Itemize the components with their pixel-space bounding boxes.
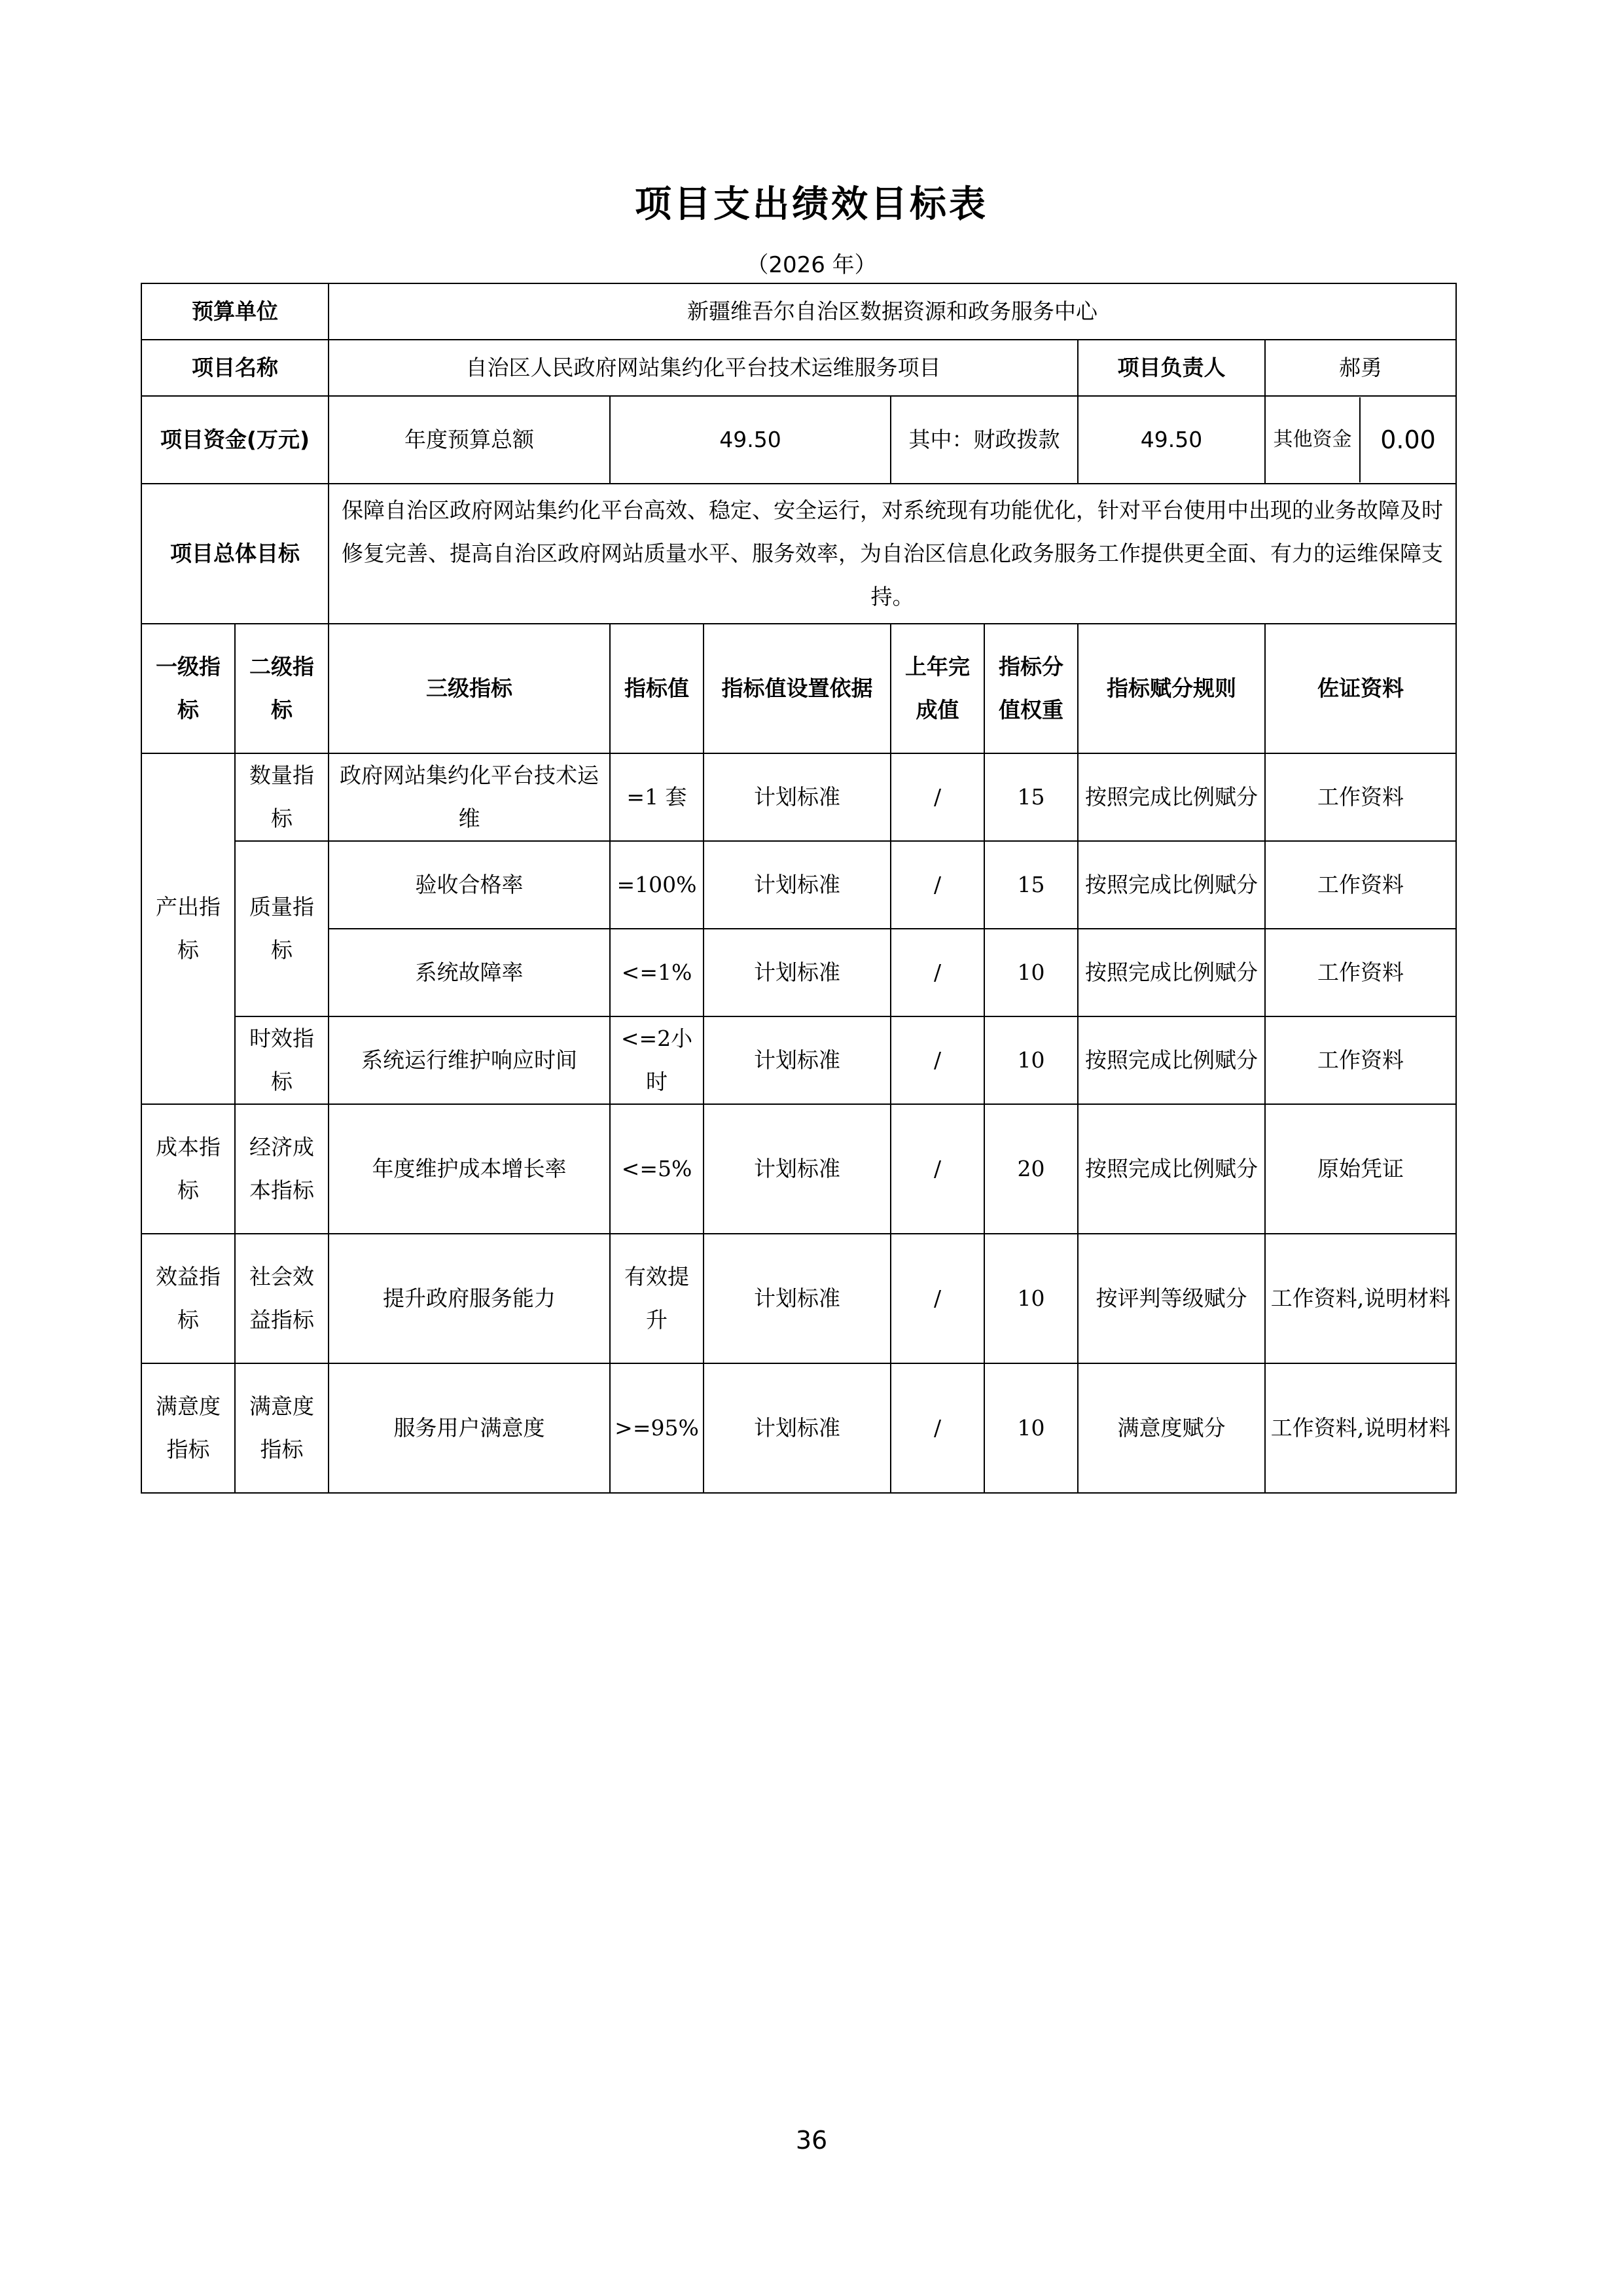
- budget-unit-value: 新疆维吾尔自治区数据资源和政务服务中心: [329, 283, 1456, 340]
- year-line: （2026 年）: [746, 252, 877, 278]
- annual-budget-label: 年度预算总额: [329, 396, 610, 484]
- table-row: [141, 929, 1456, 1016]
- previous-cell: /: [891, 929, 984, 1016]
- performance-target-table: [141, 283, 1457, 1494]
- weight-cell: 10: [984, 1234, 1078, 1363]
- level2-cell: 质量指标: [235, 841, 329, 1016]
- level1-cell: 效益指标: [141, 1234, 235, 1363]
- level1-cell: 产出指标: [141, 753, 235, 1104]
- overall-goal-row: [141, 484, 1456, 624]
- level3-cell: 系统故障率: [329, 929, 610, 1016]
- project-leader-value: 郝勇: [1265, 340, 1456, 396]
- rule-cell: 按照完成比例赋分: [1078, 929, 1265, 1016]
- level2-cell: 经济成本指标: [235, 1104, 329, 1234]
- other-funds-label: 其他资金: [1266, 397, 1361, 482]
- project-name-label: 项目名称: [141, 340, 329, 396]
- weight-cell: 10: [984, 1363, 1078, 1493]
- value-cell: =100%: [610, 841, 704, 929]
- overall-goal-text: 保障自治区政府网站集约化平台高效、稳定、安全运行，对系统现有功能优化，针对平台使用中出现的业务故障及时修复完善、提高自治区政府网站质量水平、服务效率，为自治区信息化政务服务工作提供更全面、有力的运维保障支持。: [329, 484, 1456, 624]
- level3-cell: 政府网站集约化平台技术运维: [329, 753, 610, 841]
- evidence-cell: 工作资料: [1265, 1016, 1456, 1104]
- project-leader-label: 项目负责人: [1078, 340, 1265, 396]
- col-evidence: 佐证资料: [1265, 624, 1456, 753]
- overall-goal-label: 项目总体目标: [141, 484, 329, 624]
- weight-cell: 15: [984, 841, 1078, 929]
- col-previous: 上年完成值: [891, 624, 984, 753]
- level3-cell: 提升政府服务能力: [329, 1234, 610, 1363]
- previous-cell: /: [891, 841, 984, 929]
- fiscal-allocation-label: 其中：财政拨款: [891, 396, 1078, 484]
- basis-cell: 计划标准: [704, 841, 891, 929]
- evidence-cell: 工作资料: [1265, 841, 1456, 929]
- page-number: 36: [795, 2126, 828, 2155]
- weight-cell: 10: [984, 929, 1078, 1016]
- level3-cell: 服务用户满意度: [329, 1363, 610, 1493]
- basis-cell: 计划标准: [704, 929, 891, 1016]
- fiscal-allocation-value: 49.50: [1078, 396, 1265, 484]
- evidence-cell: 工作资料,说明材料: [1265, 1363, 1456, 1493]
- project-name-row: [141, 340, 1456, 396]
- col-basis: 指标值设置依据: [704, 624, 891, 753]
- evidence-cell: 原始凭证: [1265, 1104, 1456, 1234]
- project-funds-label: 项目资金(万元): [141, 396, 329, 484]
- weight-cell: 10: [984, 1016, 1078, 1104]
- rule-cell: 按评判等级赋分: [1078, 1234, 1265, 1363]
- other-funds-cell: [1265, 396, 1456, 484]
- value-cell: <=2小时: [610, 1016, 704, 1104]
- basis-cell: 计划标准: [704, 1104, 891, 1234]
- rule-cell: 按照完成比例赋分: [1078, 841, 1265, 929]
- table-row: [141, 1363, 1456, 1493]
- budget-unit-label: 预算单位: [141, 283, 329, 340]
- col-value: 指标值: [610, 624, 704, 753]
- previous-cell: /: [891, 1363, 984, 1493]
- basis-cell: 计划标准: [704, 1363, 891, 1493]
- col-weight: 指标分值权重: [984, 624, 1078, 753]
- previous-cell: /: [891, 753, 984, 841]
- weight-cell: 20: [984, 1104, 1078, 1234]
- rule-cell: 按照完成比例赋分: [1078, 753, 1265, 841]
- level2-cell: 数量指标: [235, 753, 329, 841]
- level2-cell: 社会效益指标: [235, 1234, 329, 1363]
- basis-cell: 计划标准: [704, 1016, 891, 1104]
- col-level3: 三级指标: [329, 624, 610, 753]
- table-row: [141, 1104, 1456, 1234]
- level2-cell: 时效指标: [235, 1016, 329, 1104]
- table-row: [141, 841, 1456, 929]
- weight-cell: 15: [984, 753, 1078, 841]
- budget-unit-row: [141, 283, 1456, 340]
- value-cell: <=5%: [610, 1104, 704, 1234]
- other-funds-value: 0.00: [1380, 425, 1436, 454]
- project-name-value: 自治区人民政府网站集约化平台技术运维服务项目: [329, 340, 1078, 396]
- level3-cell: 年度维护成本增长率: [329, 1104, 610, 1234]
- level3-cell: 验收合格率: [329, 841, 610, 929]
- value-cell: 有效提升: [610, 1234, 704, 1363]
- value-cell: <=1%: [610, 929, 704, 1016]
- table-row: [141, 753, 1456, 841]
- annual-budget-value: 49.50: [610, 396, 891, 484]
- level2-cell: 满意度指标: [235, 1363, 329, 1493]
- value-cell: >=95%: [610, 1363, 704, 1493]
- previous-cell: /: [891, 1104, 984, 1234]
- column-header-row: [141, 624, 1456, 753]
- basis-cell: 计划标准: [704, 1234, 891, 1363]
- level1-cell: 满意度指标: [141, 1363, 235, 1493]
- document-title: 项目支出绩效目标表: [635, 183, 988, 226]
- previous-cell: /: [891, 1234, 984, 1363]
- evidence-cell: 工作资料: [1265, 753, 1456, 841]
- level3-cell: 系统运行维护响应时间: [329, 1016, 610, 1104]
- evidence-cell: 工作资料,说明材料: [1265, 1234, 1456, 1363]
- project-funds-row: [141, 396, 1456, 484]
- value-cell: =1 套: [610, 753, 704, 841]
- table-row: [141, 1234, 1456, 1363]
- basis-cell: 计划标准: [704, 753, 891, 841]
- level1-cell: 成本指标: [141, 1104, 235, 1234]
- rule-cell: 满意度赋分: [1078, 1363, 1265, 1493]
- previous-cell: /: [891, 1016, 984, 1104]
- rule-cell: 按照完成比例赋分: [1078, 1016, 1265, 1104]
- col-level2: 二级指标: [235, 624, 329, 753]
- rule-cell: 按照完成比例赋分: [1078, 1104, 1265, 1234]
- evidence-cell: 工作资料: [1265, 929, 1456, 1016]
- col-level1: 一级指标: [141, 624, 235, 753]
- col-rule: 指标赋分规则: [1078, 624, 1265, 753]
- table-row: [141, 1016, 1456, 1104]
